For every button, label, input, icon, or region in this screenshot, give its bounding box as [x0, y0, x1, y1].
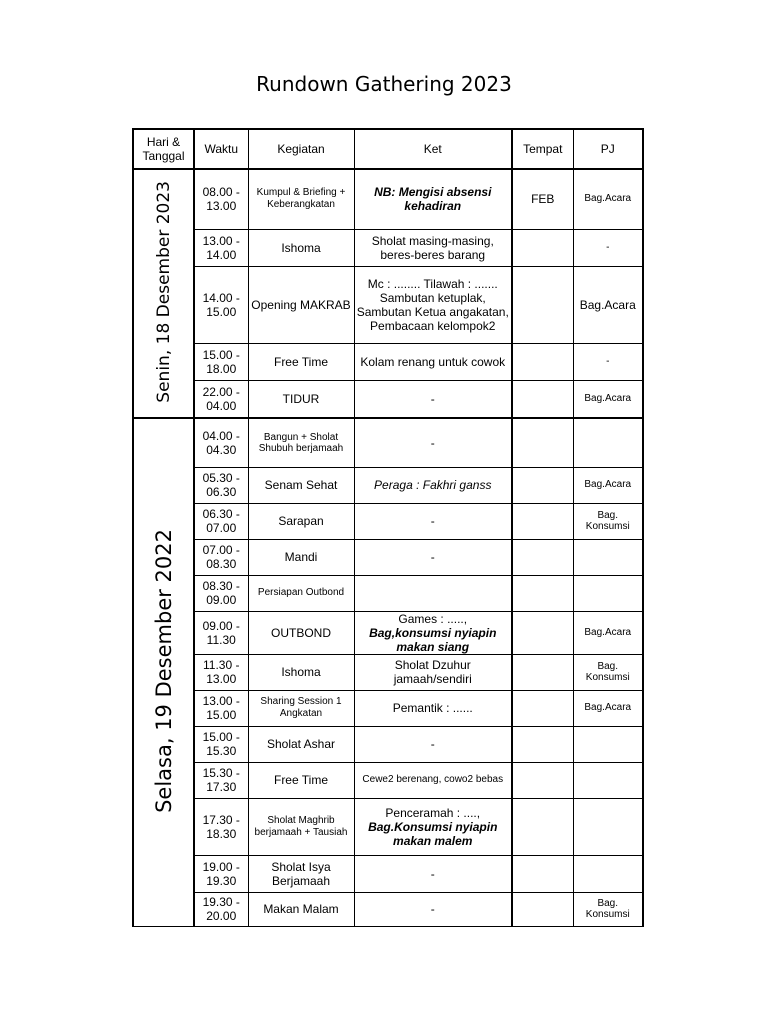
- pj-cell: [573, 762, 643, 798]
- waktu-cell: 15.00 - 15.30: [194, 726, 248, 762]
- table-row: [133, 380, 643, 418]
- day-label: Selasa, 19 Desember 2022: [151, 528, 176, 813]
- tempat-cell: [512, 690, 573, 726]
- waktu-cell: 14.00 - 15.00: [194, 266, 248, 343]
- day-cell-selasa: [133, 418, 194, 926]
- ket-cell: -: [354, 892, 512, 926]
- tempat-cell: [512, 611, 573, 654]
- tempat-cell: [512, 726, 573, 762]
- document-title: Rundown Gathering 2023: [256, 72, 512, 96]
- kegiatan-cell: Sholat Maghrib berjamaah + Tausiah: [248, 798, 354, 855]
- pj-cell: -: [573, 343, 643, 380]
- tempat-cell: [512, 467, 573, 503]
- pj-cell: [573, 798, 643, 855]
- pj-cell: [573, 539, 643, 575]
- table-row: [133, 229, 643, 266]
- header-tempat: Tempat: [512, 129, 573, 169]
- table-row: [133, 611, 643, 654]
- rundown-table-container: [132, 128, 642, 927]
- waktu-cell: 05.30 - 06.30: [194, 467, 248, 503]
- waktu-cell: 22.00 - 04.00: [194, 380, 248, 418]
- pj-cell: Bag. Konsumsi: [573, 892, 643, 926]
- tempat-cell: FEB: [512, 169, 573, 229]
- pj-cell: Bag.Acara: [573, 266, 643, 343]
- ket-cell: Peraga : Fakhri ganss: [354, 467, 512, 503]
- rundown-table: [132, 128, 644, 927]
- day-cell-senin: [133, 169, 194, 418]
- ket-cell: Sholat masing-masing, beres-beres barang: [354, 229, 512, 266]
- header-hari-tanggal: Hari & Tanggal: [133, 129, 194, 169]
- waktu-cell: 08.30 - 09.00: [194, 575, 248, 611]
- ket-cell: -: [354, 380, 512, 418]
- ket-cell: Mc : ........ Tilawah : ....... Sambutan ketuplak, Sambutan Ketua angakatan, Pembacaan kelompok2: [354, 266, 512, 343]
- kegiatan-cell: Kumpul & Briefing + Keberangkatan: [248, 169, 354, 229]
- ket-cell: Kolam renang untuk cowok: [354, 343, 512, 380]
- ket-cell: Cewe2 berenang, cowo2 bebas: [354, 762, 512, 798]
- pj-cell: Bag.Acara: [573, 611, 643, 654]
- table-row: [133, 726, 643, 762]
- table-row: [133, 169, 643, 229]
- kegiatan-cell: Sarapan: [248, 503, 354, 539]
- day-label: Senin, 18 Desember 2023: [153, 181, 174, 403]
- tempat-cell: [512, 229, 573, 266]
- kegiatan-cell: Sharing Session 1 Angkatan: [248, 690, 354, 726]
- pj-cell: Bag. Konsumsi: [573, 503, 643, 539]
- waktu-cell: 17.30 - 18.30: [194, 798, 248, 855]
- table-row: [133, 467, 643, 503]
- waktu-cell: 06.30 - 07.00: [194, 503, 248, 539]
- ket-cell: [354, 611, 512, 654]
- tempat-cell: [512, 380, 573, 418]
- kegiatan-cell: Persiapan Outbond: [248, 575, 354, 611]
- tempat-cell: [512, 343, 573, 380]
- tempat-cell: [512, 654, 573, 690]
- kegiatan-cell: TIDUR: [248, 380, 354, 418]
- pj-cell: [573, 575, 643, 611]
- tempat-cell: [512, 575, 573, 611]
- table-row: [133, 798, 643, 855]
- waktu-cell: 15.30 - 17.30: [194, 762, 248, 798]
- ket-bold-text: Bag,konsumsi nyiapin makan siang: [369, 625, 497, 654]
- table-row: [133, 892, 643, 926]
- table-row: [133, 266, 643, 343]
- pj-cell: [573, 418, 643, 467]
- kegiatan-cell: Sholat Ashar: [248, 726, 354, 762]
- ket-plain-text: Games : .....,: [398, 611, 468, 626]
- ket-cell: [354, 798, 512, 855]
- tempat-cell: [512, 503, 573, 539]
- pj-cell: Bag.Acara: [573, 690, 643, 726]
- pj-cell: Bag.Acara: [573, 380, 643, 418]
- ket-cell: -: [354, 539, 512, 575]
- ket-cell: -: [354, 726, 512, 762]
- tempat-cell: [512, 266, 573, 343]
- table-row: [133, 503, 643, 539]
- pj-cell: Bag.Acara: [573, 467, 643, 503]
- kegiatan-cell: Mandi: [248, 539, 354, 575]
- ket-cell: NB: Mengisi absensi kehadiran: [354, 169, 512, 229]
- tempat-cell: [512, 418, 573, 467]
- waktu-cell: 13.00 - 14.00: [194, 229, 248, 266]
- kegiatan-cell: Sholat Isya Berjamaah: [248, 855, 354, 892]
- waktu-cell: 15.00 - 18.00: [194, 343, 248, 380]
- table-row: [133, 654, 643, 690]
- kegiatan-cell: Free Time: [248, 762, 354, 798]
- tempat-cell: [512, 539, 573, 575]
- table-row: [133, 343, 643, 380]
- pj-cell: Bag.Acara: [573, 169, 643, 229]
- table-row: [133, 690, 643, 726]
- table-row: [133, 855, 643, 892]
- ket-cell: -: [354, 855, 512, 892]
- waktu-cell: 19.30 - 20.00: [194, 892, 248, 926]
- ket-cell: Sholat Dzuhur jamaah/sendiri: [354, 654, 512, 690]
- header-pj: PJ: [573, 129, 643, 169]
- table-row: [133, 539, 643, 575]
- tempat-cell: [512, 798, 573, 855]
- waktu-cell: 07.00 - 08.30: [194, 539, 248, 575]
- table-row: [133, 575, 643, 611]
- pj-cell: -: [573, 229, 643, 266]
- pj-cell: [573, 726, 643, 762]
- kegiatan-cell: Makan Malam: [248, 892, 354, 926]
- ket-cell: -: [354, 418, 512, 467]
- kegiatan-cell: Ishoma: [248, 654, 354, 690]
- pj-cell: [573, 855, 643, 892]
- table-row: [133, 762, 643, 798]
- tempat-cell: [512, 855, 573, 892]
- table-row: [133, 418, 643, 467]
- waktu-cell: 19.00 - 19.30: [194, 855, 248, 892]
- tempat-cell: [512, 762, 573, 798]
- kegiatan-cell: Senam Sehat: [248, 467, 354, 503]
- kegiatan-cell: Bangun + Sholat Shubuh berjamaah: [248, 418, 354, 467]
- ket-plain-text: Penceramah : ....,: [385, 805, 481, 820]
- ket-cell: Pemantik : ......: [354, 690, 512, 726]
- header-ket: Ket: [354, 129, 512, 169]
- kegiatan-cell: Opening MAKRAB: [248, 266, 354, 343]
- tempat-cell: [512, 892, 573, 926]
- ket-cell: -: [354, 503, 512, 539]
- header-waktu: Waktu: [194, 129, 248, 169]
- waktu-cell: 04.00 - 04.30: [194, 418, 248, 467]
- pj-cell: Bag. Konsumsi: [573, 654, 643, 690]
- ket-cell: [354, 575, 512, 611]
- waktu-cell: 08.00 - 13.00: [194, 169, 248, 229]
- waktu-cell: 13.00 - 15.00: [194, 690, 248, 726]
- kegiatan-cell: Free Time: [248, 343, 354, 380]
- waktu-cell: 09.00 - 11.30: [194, 611, 248, 654]
- kegiatan-cell: OUTBOND: [248, 611, 354, 654]
- kegiatan-cell: Ishoma: [248, 229, 354, 266]
- ket-bold-text: Bag.Konsumsi nyiapin makan malem: [368, 819, 498, 848]
- waktu-cell: 11.30 - 13.00: [194, 654, 248, 690]
- header-kegiatan: Kegiatan: [248, 129, 354, 169]
- header-row: [133, 129, 643, 169]
